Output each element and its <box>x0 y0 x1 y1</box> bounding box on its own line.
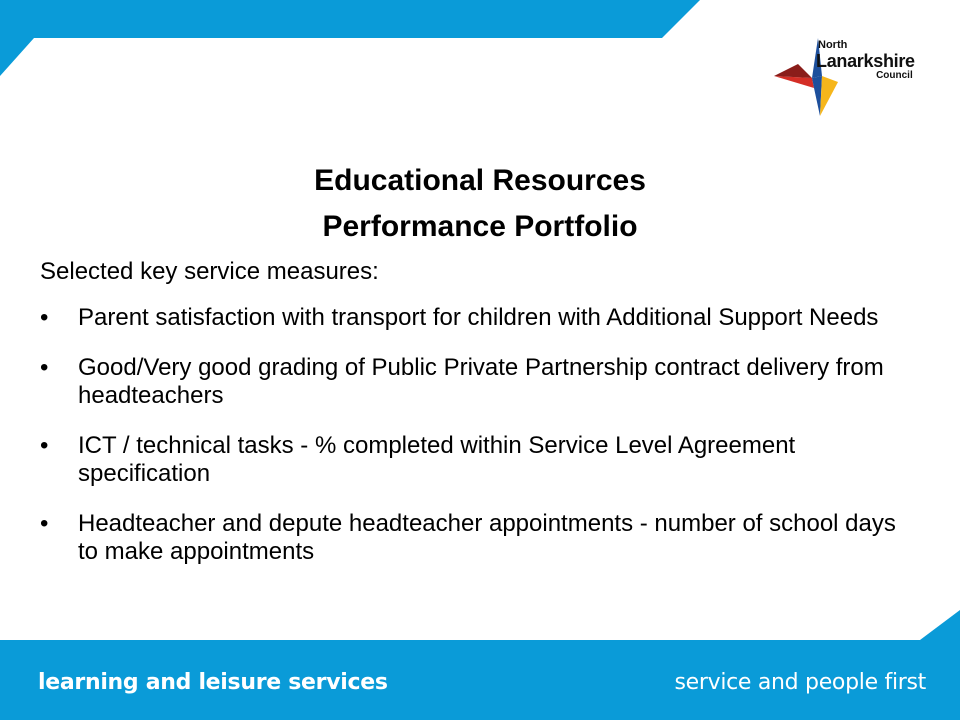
intro-text: Selected key service measures: <box>40 258 379 285</box>
bullet-icon: • <box>40 510 49 537</box>
footer-tagline-left: learning and leisure services <box>38 670 388 695</box>
list-item <box>40 432 900 488</box>
list-item-text: Headteacher and depute headteacher appointments - number of school days to make appointments <box>78 510 896 565</box>
footer-banner <box>0 640 960 720</box>
slide-subtitle: Performance Portfolio <box>322 210 638 243</box>
bullet-icon: • <box>40 304 49 331</box>
bullet-icon: • <box>40 354 49 381</box>
list-item-text: Good/Very good grading of Public Private Partnership contract delivery from headteachers <box>78 354 884 409</box>
logo-wordmark <box>816 40 915 81</box>
slide-title: Educational Resources <box>314 164 646 197</box>
list-item <box>40 354 900 410</box>
list-item <box>40 510 900 566</box>
logo-line-lanarkshire: Lanarkshire <box>816 51 915 71</box>
footer-banner-shape <box>0 610 960 720</box>
measures-list <box>40 304 900 588</box>
logo-line-north: North <box>818 39 848 51</box>
list-item-text: Parent satisfaction with transport for children with Additional Support Needs <box>78 304 879 331</box>
council-logo <box>770 36 930 120</box>
logo-line-council: Council <box>876 70 913 81</box>
list-item-text: ICT / technical tasks - % completed within Service Level Agreement specification <box>78 432 796 487</box>
footer-tagline-right: service and people first <box>674 670 926 695</box>
list-item <box>40 304 900 332</box>
bullet-icon: • <box>40 432 49 459</box>
